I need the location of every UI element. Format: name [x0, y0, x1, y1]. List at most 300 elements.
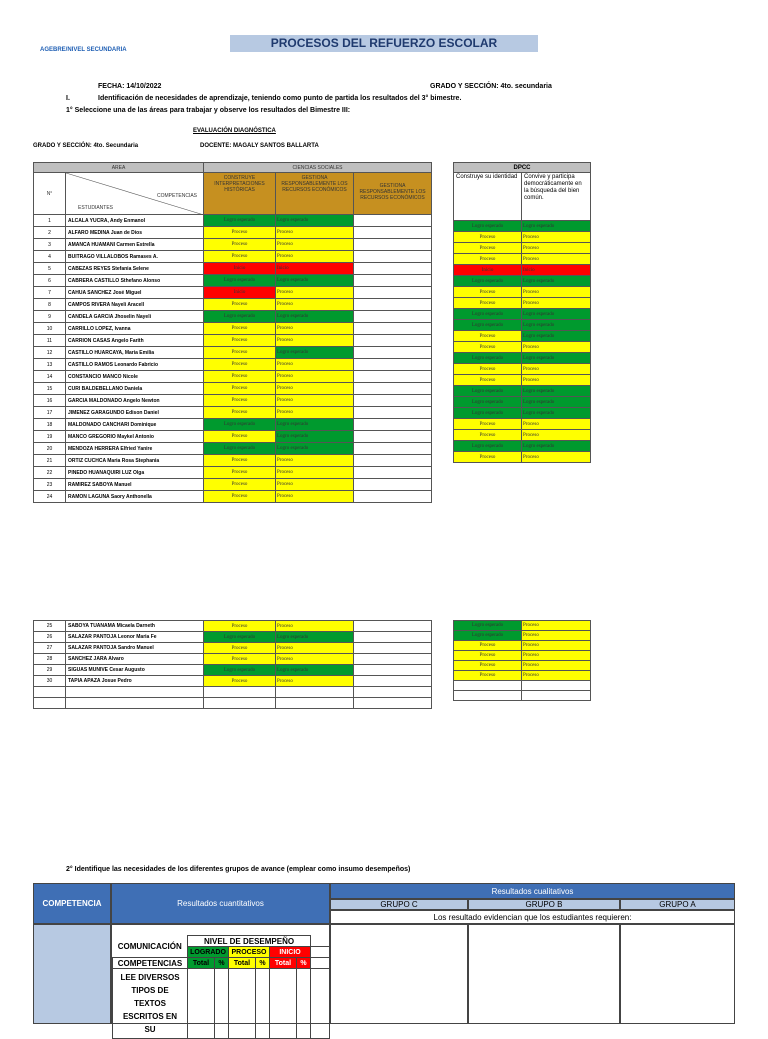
dpcc-convive-result: Logro esperado — [522, 441, 591, 452]
nivel-desempeno-label: NIVEL DE DESEMPEÑO — [188, 936, 311, 947]
student-name: CABRERA CASTILLO Sthefano Alonso — [66, 275, 204, 287]
dpcc-row — [454, 397, 591, 408]
docente-label: DOCENTE: MAGALY SANTOS BALLARTA — [200, 143, 319, 149]
row-number: 16 — [34, 395, 66, 407]
dpcc-convive-result: Proceso — [522, 243, 591, 254]
proceso-total-label: Total — [229, 958, 256, 969]
dpcc-convive-result: Proceso — [522, 661, 591, 671]
table-row — [34, 275, 432, 287]
row-number: 30 — [34, 676, 66, 687]
table-row — [34, 251, 432, 263]
empty-cell — [204, 698, 276, 709]
dpcc-row — [454, 276, 591, 287]
dpcc-convive-result: Proceso — [522, 375, 591, 386]
dpcc-identidad-result: Proceso — [454, 331, 522, 342]
comp2-result: Logro esperado — [276, 275, 354, 287]
student-name: SABOYA TUANAMA Micaela Darneth — [66, 621, 204, 632]
student-name: CABEZAS REYES Stefania Selene — [66, 263, 204, 275]
comp3-result — [354, 215, 432, 227]
dpcc-identidad-result: Proceso — [454, 661, 522, 671]
dpcc-row — [454, 364, 591, 375]
comp3-result — [354, 395, 432, 407]
empty-row — [454, 681, 591, 691]
row-number: 28 — [34, 654, 66, 665]
empty-cell — [354, 687, 432, 698]
comunicacion-label: COMUNICACIÓN — [113, 936, 188, 958]
dpcc-identidad-result: Proceso — [454, 232, 522, 243]
comp3-result — [354, 383, 432, 395]
row-number: 12 — [34, 347, 66, 359]
student-name: BUITRAGO VILLALOBOS Ramases A. — [66, 251, 204, 263]
comp3-result — [354, 467, 432, 479]
table-row — [34, 335, 432, 347]
dpcc-rows-1 — [454, 221, 591, 463]
table-row — [34, 371, 432, 383]
inicio-total-label: Total — [270, 958, 297, 969]
dpcc-identidad-result: Proceso — [454, 342, 522, 353]
fecha-label: FECHA: 14/10/2022 — [98, 83, 162, 90]
comp1-result: Proceso — [204, 371, 276, 383]
comp2-result: Proceso — [276, 383, 354, 395]
dpcc-row — [454, 621, 591, 631]
comp1-result: Proceso — [204, 491, 276, 503]
table-row — [34, 347, 432, 359]
comp2-result: Logro esperado — [276, 443, 354, 455]
nivel-table — [112, 935, 330, 1039]
dpcc-identidad-result: Logro esperado — [454, 309, 522, 320]
student-name: SANCHEZ JARA Alvaro — [66, 654, 204, 665]
table-row — [34, 359, 432, 371]
table-row — [34, 383, 432, 395]
row-number: 14 — [34, 371, 66, 383]
student-name: JIMENEZ GARAGUNDO Edison Daniel — [66, 407, 204, 419]
dpcc-identidad-result: Logro esperado — [454, 353, 522, 364]
comp1-result: Proceso — [204, 335, 276, 347]
dpcc-rows-2 — [454, 621, 591, 701]
comp1-result: Proceso — [204, 676, 276, 687]
dpcc-identidad-result: Logro esperado — [454, 221, 522, 232]
resultados-cual-header: Resultados cualitativos — [330, 883, 735, 899]
dpcc-convive-result: Proceso — [522, 621, 591, 631]
dpcc-convive-result: Logro esperado — [522, 309, 591, 320]
comp3-result — [354, 479, 432, 491]
comp1-result: Logro esperado — [204, 443, 276, 455]
dpcc-convive-result: Logro esperado — [522, 221, 591, 232]
table-row — [34, 643, 432, 654]
dpcc-identidad-result: Logro esperado — [454, 276, 522, 287]
dpcc-row — [454, 254, 591, 265]
comp2-header: GESTIONA RESPONSABLEMENTE LOS RECURSOS ECONÓMICOS — [276, 173, 354, 215]
competencia-cell — [33, 924, 111, 1024]
dpcc-convive-result: Logro esperado — [522, 353, 591, 364]
item-i-text: Identificación de necesidades de aprendizaje, teniendo como punto de partida los resultados del 3° bimestre. — [98, 95, 462, 102]
table-row — [34, 299, 432, 311]
grupo-a-header: GRUPO A — [620, 899, 735, 910]
comp3-result — [354, 227, 432, 239]
row-number: 26 — [34, 632, 66, 643]
table-row — [34, 419, 432, 431]
empty-cell — [66, 687, 204, 698]
row-number: 29 — [34, 665, 66, 676]
comp3-result — [354, 359, 432, 371]
comp2-result: Proceso — [276, 676, 354, 687]
comp3-header: GESTIONA RESPONSABLEMENTE LOS RECURSOS ECONÓMICOS — [354, 173, 432, 215]
student-name: CAHUA SANCHEZ José Miguel — [66, 287, 204, 299]
comp2-result: Proceso — [276, 455, 354, 467]
area-label: AREA — [34, 163, 204, 173]
dpcc-row — [454, 331, 591, 342]
dpcc-row — [454, 243, 591, 254]
empty-cell — [66, 698, 204, 709]
student-name: ALCALA YUCRA, Andy Enmanol — [66, 215, 204, 227]
student-name: MENDOZA HERRERA Elfried Yanire — [66, 443, 204, 455]
comp2-result: Proceso — [276, 479, 354, 491]
table-row — [34, 287, 432, 299]
dpcc-convive-result: Proceso — [522, 232, 591, 243]
area-value: CIENCIAS SOCIALES — [204, 163, 432, 173]
logrado-pct-label: % — [215, 958, 229, 969]
student-name: TAPIA APAZA Josue Pedro — [66, 676, 204, 687]
empty-row — [454, 691, 591, 701]
comp1-result: Proceso — [204, 239, 276, 251]
bottom-table-wrap — [33, 883, 735, 1034]
proceso-label: PROCESO — [229, 947, 270, 958]
table-row — [34, 665, 432, 676]
table-row — [34, 491, 432, 503]
grado-top-label: GRADO Y SECCIÓN: 4to. secundaria — [430, 83, 552, 90]
comp3-result — [354, 665, 432, 676]
dpcc-convive-result: Proceso — [522, 651, 591, 661]
comp1-result: Proceso — [204, 227, 276, 239]
table-row — [34, 654, 432, 665]
comp2-result: Proceso — [276, 407, 354, 419]
dpcc-identidad-result: Proceso — [454, 419, 522, 430]
step2-instruction: 2° Identifique las necesidades de los diferentes grupos de avance (emplear como insumo desempeños) — [66, 866, 411, 873]
dpcc-convive-result: Proceso — [522, 254, 591, 265]
dpcc-row — [454, 265, 591, 276]
dpcc-convive-result: Logro esperado — [522, 276, 591, 287]
comp1-result: Proceso — [204, 407, 276, 419]
table-row — [34, 479, 432, 491]
student-name: PINEDO HUANAQUIRI LUZ Olga — [66, 467, 204, 479]
dpcc-row — [454, 320, 591, 331]
table-row — [34, 455, 432, 467]
dpcc-identidad-result: Proceso — [454, 364, 522, 375]
comp3-result — [354, 239, 432, 251]
dpcc-row — [454, 386, 591, 397]
table-row — [34, 263, 432, 275]
student-name: CONSTANCIO MANCO Nicole — [66, 371, 204, 383]
comp1-result: Logro esperado — [204, 215, 276, 227]
dpcc-row — [454, 641, 591, 651]
comp1-result: Proceso — [204, 383, 276, 395]
resultados-cuant-header: Resultados cuantitativos — [111, 883, 330, 924]
comp3-result — [354, 347, 432, 359]
comp1-result: Logro esperado — [204, 311, 276, 323]
student-name: RAMIREZ SABOYA Manuel — [66, 479, 204, 491]
comp2-result: Inicio — [276, 263, 354, 275]
empty-cell — [34, 698, 66, 709]
dpcc-row — [454, 375, 591, 386]
comp3-result — [354, 371, 432, 383]
student-name: MANCO GREGORIO Maykel Antonio — [66, 431, 204, 443]
competencias-row-label: COMPETENCIAS — [113, 958, 188, 969]
grupo-a-cell — [620, 924, 735, 1024]
dpcc-row — [454, 430, 591, 441]
dpcc-identidad-result: Proceso — [454, 651, 522, 661]
comp2-result: Proceso — [276, 227, 354, 239]
dpcc-identidad-result: Proceso — [454, 298, 522, 309]
proceso-pct-label: % — [256, 958, 270, 969]
dpcc-identidad-result: Logro esperado — [454, 621, 522, 631]
student-name: AMANCA HUAMANI Carmen Estrella — [66, 239, 204, 251]
dpcc-convive-result: Proceso — [522, 419, 591, 430]
comp1-result: Proceso — [204, 455, 276, 467]
comp1-result: Proceso — [204, 299, 276, 311]
row-number: 4 — [34, 251, 66, 263]
row-number: 18 — [34, 419, 66, 431]
competencia-header: COMPETENCIA — [33, 883, 111, 924]
comp1-result: Logro esperado — [204, 275, 276, 287]
comp3-result — [354, 676, 432, 687]
table-row — [34, 239, 432, 251]
dpcc-identidad-result: Proceso — [454, 641, 522, 651]
student-name: CARRION CASAS Angelo Farith — [66, 335, 204, 347]
grupo-b-header: GRUPO B — [468, 899, 620, 910]
comp3-result — [354, 443, 432, 455]
empty-cell — [522, 691, 591, 701]
empty-row — [34, 687, 432, 698]
row-number: 19 — [34, 431, 66, 443]
student-name: SALAZAR PANTOJA Leonor Maria Fe — [66, 632, 204, 643]
item-i-number: I. — [66, 95, 70, 102]
dpcc-convive-result: Proceso — [522, 287, 591, 298]
dpcc-row — [454, 452, 591, 463]
empty-cell — [34, 687, 66, 698]
dpcc-convive-result: Logro esperado — [522, 386, 591, 397]
dpcc-identidad-result: Proceso — [454, 452, 522, 463]
inicio-label: INICIO — [270, 947, 311, 958]
comp2-result: Proceso — [276, 299, 354, 311]
student-name: CANDELA GARCIA Jhoselin Nayeli — [66, 311, 204, 323]
dpcc-title: DPCC — [454, 163, 591, 173]
dpcc-row — [454, 419, 591, 430]
comp3-result — [354, 621, 432, 632]
comp3-result — [354, 491, 432, 503]
dpcc-row — [454, 631, 591, 641]
dpcc-table-2 — [453, 620, 591, 701]
table-row — [34, 467, 432, 479]
student-name: CASTILLO RAMOS Leonardo Fabricio — [66, 359, 204, 371]
empty-cell — [354, 698, 432, 709]
empty-cell — [522, 681, 591, 691]
row-number: 9 — [34, 311, 66, 323]
comp2-result: Logro esperado — [276, 215, 354, 227]
dpcc-convive-result: Proceso — [522, 631, 591, 641]
table-row — [34, 431, 432, 443]
row-number: 24 — [34, 491, 66, 503]
table-row — [34, 323, 432, 335]
comp3-result — [354, 632, 432, 643]
comp2-result: Proceso — [276, 239, 354, 251]
comp2-result: Logro esperado — [276, 419, 354, 431]
comp1-result: Proceso — [204, 359, 276, 371]
empty-cell — [276, 687, 354, 698]
student-rows-2 — [34, 621, 432, 709]
comp1-result: Logro esperado — [204, 665, 276, 676]
student-rows-1 — [34, 215, 432, 503]
comp2-result: Proceso — [276, 491, 354, 503]
row-number: 15 — [34, 383, 66, 395]
comp1-result: Inicio — [204, 287, 276, 299]
comp1-result: Proceso — [204, 654, 276, 665]
row-number: 6 — [34, 275, 66, 287]
comp2-result: Proceso — [276, 467, 354, 479]
table-row — [34, 621, 432, 632]
dpcc-row — [454, 651, 591, 661]
org-label: AGEBRE/NIVEL SECUNDARIA — [40, 47, 127, 53]
comp1-result: Proceso — [204, 395, 276, 407]
comp1-result: Proceso — [204, 643, 276, 654]
comp2-result: Proceso — [276, 654, 354, 665]
student-name: CASTILLO HUARCAYA, Maria Emilia — [66, 347, 204, 359]
row-number: 8 — [34, 299, 66, 311]
comp3-result — [354, 407, 432, 419]
lee-competencia: LEE DIVERSOS TIPOS DE TEXTOS ESCRITOS EN SU — [113, 969, 188, 1039]
dpcc-row — [454, 287, 591, 298]
dpcc-convive-result: Proceso — [522, 452, 591, 463]
comp1-result: Proceso — [204, 347, 276, 359]
estudiantes-label: ESTUDIANTES — [78, 205, 114, 211]
comp1-result: Logro esperado — [204, 632, 276, 643]
empty-cell — [276, 698, 354, 709]
inicio-pct-label: % — [297, 958, 311, 969]
row-number: 1 — [34, 215, 66, 227]
page-title: PROCESOS DEL REFUERZO ESCOLAR — [230, 35, 538, 52]
row-number: 23 — [34, 479, 66, 491]
row-number: 21 — [34, 455, 66, 467]
row-number: 22 — [34, 467, 66, 479]
dpcc-col2-header: Convive y participa democráticamente en la búsqueda del bien común. — [522, 173, 591, 221]
main-table-2 — [33, 620, 432, 709]
student-name: GARCIA MALDONADO Angelo Newton — [66, 395, 204, 407]
comp2-result: Proceso — [276, 323, 354, 335]
comp1-result: Proceso — [204, 479, 276, 491]
dpcc-convive-result: Inicio — [522, 265, 591, 276]
comp1-result: Inicio — [204, 263, 276, 275]
comp2-result: Proceso — [276, 335, 354, 347]
dpcc-identidad-result: Logro esperado — [454, 320, 522, 331]
row-number: 3 — [34, 239, 66, 251]
dpcc-identidad-result: Proceso — [454, 671, 522, 681]
comp2-result: Proceso — [276, 287, 354, 299]
table-row — [34, 632, 432, 643]
comp2-result: Proceso — [276, 371, 354, 383]
row-number: 25 — [34, 621, 66, 632]
dpcc-identidad-result: Proceso — [454, 375, 522, 386]
comp2-result: Proceso — [276, 395, 354, 407]
dpcc-convive-result: Logro esperado — [522, 320, 591, 331]
row-number: 17 — [34, 407, 66, 419]
student-name: CURI BALDEBELLANO Daniela — [66, 383, 204, 395]
row-number: 20 — [34, 443, 66, 455]
dpcc-identidad-result: Inicio — [454, 265, 522, 276]
dpcc-convive-result: Proceso — [522, 671, 591, 681]
table-row — [34, 215, 432, 227]
empty-cell — [454, 681, 522, 691]
row-number: 27 — [34, 643, 66, 654]
comp1-result: Proceso — [204, 467, 276, 479]
dpcc-identidad-result: Logro esperado — [454, 397, 522, 408]
dpcc-row — [454, 232, 591, 243]
comp3-result — [354, 287, 432, 299]
table-row — [34, 676, 432, 687]
dpcc-identidad-result: Logro esperado — [454, 386, 522, 397]
comp3-result — [354, 299, 432, 311]
comp3-result — [354, 275, 432, 287]
student-name: CARRILLO LOPEZ, Ivanna — [66, 323, 204, 335]
dpcc-row — [454, 353, 591, 364]
dpcc-convive-result: Proceso — [522, 342, 591, 353]
row-number: 7 — [34, 287, 66, 299]
grupo-b-cell — [468, 924, 620, 1024]
dpcc-row — [454, 309, 591, 320]
dpcc-convive-result: Logro esperado — [522, 408, 591, 419]
comp2-result: Proceso — [276, 359, 354, 371]
row-number: 2 — [34, 227, 66, 239]
dpcc-row — [454, 671, 591, 681]
dpcc-convive-result: Logro esperado — [522, 397, 591, 408]
logrado-label: LOGRADO — [188, 947, 229, 958]
dpcc-convive-result: Logro esperado — [522, 331, 591, 342]
row-number: 13 — [34, 359, 66, 371]
dpcc-convive-result: Proceso — [522, 430, 591, 441]
student-name: MALDONADO CANCHARI Dominique — [66, 419, 204, 431]
comp3-result — [354, 311, 432, 323]
table-row — [34, 395, 432, 407]
comp2-result: Proceso — [276, 621, 354, 632]
table-row — [34, 227, 432, 239]
comp1-result: Logro esperado — [204, 419, 276, 431]
dpcc-convive-result: Proceso — [522, 641, 591, 651]
comp2-result: Logro esperado — [276, 431, 354, 443]
dpcc-col1-header: Construye su identidad — [454, 173, 522, 221]
logrado-total-label: Total — [188, 958, 215, 969]
grupo-c-header: GRUPO C — [330, 899, 468, 910]
requieren-row: Los resultado evidencian que los estudiantes requieren: — [330, 910, 735, 924]
dpcc-identidad-result: Logro esperado — [454, 408, 522, 419]
competencias-label: COMPETENCIAS — [156, 193, 197, 199]
comp2-result: Proceso — [276, 643, 354, 654]
num-header: N° — [34, 173, 66, 215]
dpcc-convive-result: Proceso — [522, 298, 591, 309]
comp1-header: CONSTRUYE INTERPRETACIONES HISTÓRICAS — [204, 173, 276, 215]
dpcc-identidad-result: Proceso — [454, 287, 522, 298]
student-name: SIGUAS MUNIVE Cesar Augusto — [66, 665, 204, 676]
comp3-result — [354, 263, 432, 275]
grupo-c-cell — [330, 924, 468, 1024]
grado-left-label: GRADO Y SECCIÓN: 4to. Secundaria — [33, 143, 139, 149]
comp3-result — [354, 431, 432, 443]
dpcc-identidad-result: Logro esperado — [454, 441, 522, 452]
dpcc-row — [454, 661, 591, 671]
student-name: ORTIZ CUCHCA Maria Rosa Stephania — [66, 455, 204, 467]
student-name: SALAZAR PANTOJA Sandro Manuel — [66, 643, 204, 654]
dpcc-identidad-result: Proceso — [454, 243, 522, 254]
comp3-result — [354, 335, 432, 347]
comp1-result: Proceso — [204, 323, 276, 335]
comp3-result — [354, 643, 432, 654]
